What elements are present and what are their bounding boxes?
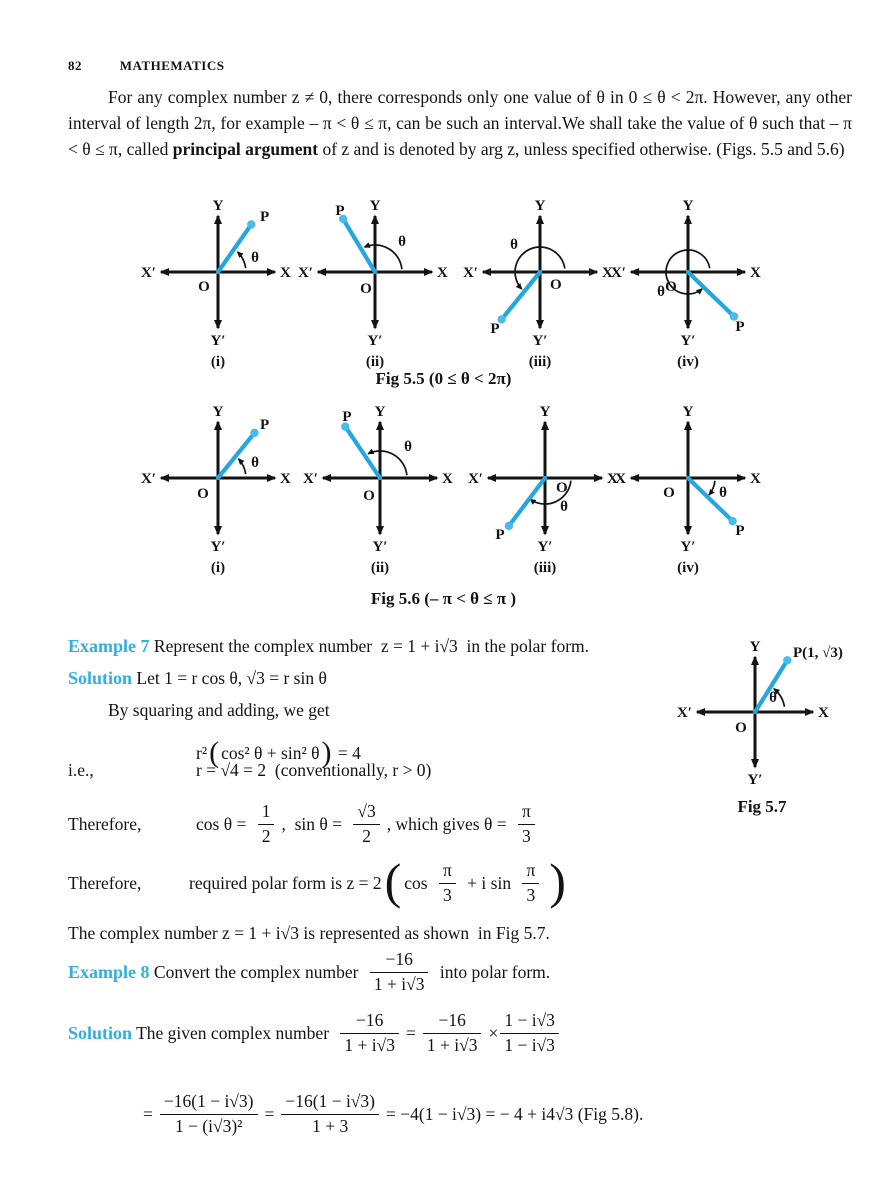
example7-label: Example 7 xyxy=(68,636,150,656)
theta-label: θ xyxy=(719,485,727,501)
theta-arc xyxy=(709,481,715,495)
frac-den: 1 + i√3 xyxy=(370,972,429,996)
origin-label: O xyxy=(360,281,372,297)
fig5-6-diagram-ii xyxy=(295,398,465,578)
equals-sign: = xyxy=(143,1103,153,1124)
point-p-label: P xyxy=(735,523,745,539)
theta-arc xyxy=(239,459,246,474)
subfigure-label: (ii) xyxy=(370,560,390,576)
equation-r-value-row xyxy=(68,760,431,781)
y-axis-label: Y xyxy=(682,198,694,214)
eq3-mid: , sin θ = xyxy=(281,813,347,834)
subfigure-label: (iv) xyxy=(677,354,699,370)
example8-label: Example 8 xyxy=(68,962,150,982)
theta-label: θ xyxy=(560,499,568,515)
close-paren: ) xyxy=(321,736,332,769)
x-neg-axis-label: X xyxy=(615,471,626,487)
origin-label: O xyxy=(197,486,209,502)
example7-closing-row xyxy=(68,923,550,944)
x-neg-axis-label: X′ xyxy=(676,705,692,721)
fraction-pi-3 xyxy=(522,860,539,907)
intro-paragraph xyxy=(68,84,852,162)
frac-den: 2 xyxy=(353,824,379,848)
x-axis-label: X xyxy=(602,265,613,281)
subfigure-label: (i) xyxy=(210,354,226,370)
example8-final-row xyxy=(143,1074,643,1154)
subfigure-label: (ii) xyxy=(365,354,385,370)
therefore1-label: Therefore, xyxy=(68,813,142,834)
cos-sin-row xyxy=(68,800,542,848)
fig5-6-caption-range: (– π < θ ≤ π ) xyxy=(424,589,517,608)
fig5-5-diagram-iv xyxy=(603,192,773,372)
fraction-d xyxy=(160,1091,258,1138)
x-axis-label: X xyxy=(280,265,291,281)
fraction-b xyxy=(423,1010,482,1057)
y-axis-label: Y xyxy=(212,198,224,214)
frac-num: −16(1 − i√3) xyxy=(163,1090,254,1111)
frac-num: −16(1 − i√3) xyxy=(285,1090,375,1111)
point-p-dot xyxy=(250,429,258,437)
fig5-7-caption-label: Fig 5.7 xyxy=(737,797,787,816)
eq3-post: , which gives θ = xyxy=(386,813,511,834)
theta-label: θ xyxy=(251,455,259,471)
x-axis-label: X xyxy=(607,471,618,487)
frac-den: 1 + i√3 xyxy=(423,1033,482,1057)
page-header xyxy=(68,58,224,74)
point-p-dot xyxy=(247,220,255,228)
fig5-6-caption xyxy=(0,589,887,609)
polar-pre: z = 2 xyxy=(346,872,382,893)
times-sign: × xyxy=(488,1022,499,1043)
origin-label: O xyxy=(735,720,747,736)
fig5-5-caption xyxy=(0,369,887,389)
fig5-5-caption-label: Fig 5.5 xyxy=(375,369,425,388)
fraction-root3-2 xyxy=(353,801,379,848)
closing-text: The complex number z = 1 + i√3 is represented as shown in Fig 5.7. xyxy=(68,923,550,943)
polar-cos: cos xyxy=(404,872,432,893)
x-axis-label: X xyxy=(750,265,761,281)
frac-num: 1 − i√3 xyxy=(504,1009,555,1030)
fraction-pi-3 xyxy=(439,860,456,907)
frac-den: 2 xyxy=(258,824,275,848)
frac-num: −16 xyxy=(385,949,413,970)
x-axis-label: X xyxy=(750,471,761,487)
frac-den: 1 − (i√3)² xyxy=(160,1114,258,1138)
origin-label: O xyxy=(663,485,675,501)
op-ray xyxy=(218,433,255,478)
fig5-6-caption-label: Fig 5.6 xyxy=(370,589,420,608)
y-neg-axis-label: Y′ xyxy=(210,333,226,349)
fig5-5-caption-range: (0 ≤ θ < 2π) xyxy=(428,369,512,388)
x-neg-axis-label: X′ xyxy=(462,265,478,281)
frac-den: 3 xyxy=(439,883,456,907)
example7-heading-row xyxy=(68,636,589,657)
frac-num: −16 xyxy=(438,1009,466,1030)
theta-arc xyxy=(238,252,246,268)
close-paren: ) xyxy=(549,852,566,909)
x-axis-label: X xyxy=(280,471,291,487)
frac-num: 1 xyxy=(261,800,271,821)
x-neg-axis-label: X′ xyxy=(297,265,313,281)
solution7-text: Let 1 = r cos θ, √3 = r sin θ xyxy=(132,668,327,688)
polar-mid: + i sin xyxy=(462,872,516,893)
frac-num: √3 xyxy=(357,800,376,821)
point-p-label: P xyxy=(490,321,500,337)
op-ray xyxy=(218,225,251,273)
x-neg-axis-label: X′ xyxy=(140,471,156,487)
y-neg-axis-label: Y′ xyxy=(680,333,696,349)
by-squaring-text: By squaring and adding, we get xyxy=(108,700,330,720)
solution8-pre: The given complex number xyxy=(132,1022,334,1043)
y-axis-label: Y xyxy=(682,404,694,420)
fig5-7-caption xyxy=(702,797,822,817)
y-neg-axis-label: Y′ xyxy=(210,539,226,555)
fig5-5-diagram-iii xyxy=(455,192,625,372)
eq1-post: = 4 xyxy=(333,742,361,763)
x-axis-label: X xyxy=(442,471,453,487)
y-neg-axis-label: Y′ xyxy=(747,772,763,788)
y-neg-axis-label: Y′ xyxy=(537,539,553,555)
point-p-label: P xyxy=(335,203,345,219)
point-p-label: P xyxy=(735,319,745,335)
example8-post: into polar form. xyxy=(435,962,551,982)
fig5-6-diagram-i xyxy=(133,398,303,578)
theta-label: θ xyxy=(251,250,259,266)
fraction-main xyxy=(370,949,429,996)
point-p-label: P xyxy=(495,527,505,543)
frac-num: π xyxy=(521,800,531,821)
origin-label: O xyxy=(550,277,562,293)
x-neg-axis-label: X′ xyxy=(610,265,626,281)
y-neg-axis-label: Y′ xyxy=(372,539,388,555)
frac-den: 3 xyxy=(522,883,539,907)
origin-label: O xyxy=(363,488,375,504)
fraction-pi-3 xyxy=(518,801,535,848)
fig-5-8-reference: (Fig 5.8). xyxy=(573,1103,644,1124)
open-paren: ( xyxy=(384,852,402,909)
fig5-5-diagram-i xyxy=(133,192,303,372)
theta-label: θ xyxy=(769,690,777,706)
y-axis-label: Y xyxy=(534,198,546,214)
example8-solution-row xyxy=(68,1004,566,1062)
point-p-label: P(1, √3) xyxy=(793,645,843,661)
example7-solution-row xyxy=(68,668,327,689)
subfigure-label: (iii) xyxy=(533,560,557,576)
fraction-e xyxy=(281,1091,379,1138)
frac-den: 1 + i√3 xyxy=(340,1033,399,1057)
y-axis-label: Y xyxy=(539,404,551,420)
eq3-pre: cos θ = xyxy=(196,813,251,834)
fig5-6-diagram-iv xyxy=(603,398,773,578)
op-ray xyxy=(345,427,380,478)
subfigure-label: (i) xyxy=(210,560,226,576)
equals-sign: = xyxy=(264,1103,275,1124)
example8-pre: Convert the complex number xyxy=(149,962,363,982)
point-p-dot xyxy=(505,522,513,530)
intro-text-1: For any complex number z ≠ 0, there corresponds only one value of θ in 0 ≤ θ < 2π. However, any other interval of length 2π, for example – π < θ ≤ π, can be such an interval.We shall take the value of θ such that – π < θ ≤ π, called xyxy=(68,87,852,159)
y-neg-axis-label: Y′ xyxy=(680,539,696,555)
x-axis-label: X xyxy=(437,265,448,281)
subfigure-label: (iv) xyxy=(677,560,699,576)
point-p-label: P xyxy=(260,417,270,433)
origin-label: O xyxy=(665,279,677,295)
y-neg-axis-label: Y′ xyxy=(367,333,383,349)
x-neg-axis-label: X′ xyxy=(302,471,318,487)
frac-num: π xyxy=(442,859,452,880)
theta-label: θ xyxy=(404,439,412,455)
point-p-label: P xyxy=(342,409,352,425)
example7-text: Represent the complex number z = 1 + i√3 in the polar form. xyxy=(149,636,590,656)
fraction-c xyxy=(500,1010,559,1057)
equals-sign: = xyxy=(406,1022,416,1043)
polar-label: required polar form is xyxy=(189,872,347,893)
fraction-one-half xyxy=(258,801,275,848)
eq1-inner: cos² θ + sin² θ xyxy=(221,742,320,763)
therefore2-label: Therefore, xyxy=(68,872,142,893)
theta-label: θ xyxy=(398,234,406,250)
fraction-a xyxy=(340,1010,399,1057)
by-squaring-line xyxy=(108,700,330,721)
ie-label: i.e., xyxy=(68,760,94,780)
op-ray xyxy=(688,272,734,317)
y-axis-label: Y xyxy=(369,198,381,214)
polar-form-row xyxy=(68,852,569,910)
example8-heading-row xyxy=(68,945,550,1000)
x-neg-axis-label: X′ xyxy=(140,265,156,281)
y-neg-axis-label: Y′ xyxy=(532,333,548,349)
y-axis-label: Y xyxy=(212,404,224,420)
solution7-label: Solution xyxy=(68,668,133,688)
y-axis-label: Y xyxy=(749,639,761,655)
fig5-7-diagram xyxy=(665,630,880,800)
subfigure-label: (iii) xyxy=(528,354,552,370)
point-p-label: P xyxy=(260,209,270,225)
fig5-5-diagram-ii xyxy=(290,192,460,372)
page-number: 82 xyxy=(68,58,82,73)
theta-label: θ xyxy=(510,237,518,253)
op-ray xyxy=(502,272,540,319)
x-neg-axis-label: X′ xyxy=(467,471,483,487)
frac-den: 3 xyxy=(518,824,535,848)
op-ray xyxy=(509,478,545,526)
y-axis-label: Y xyxy=(374,404,386,420)
intro-text-bold: principal argument xyxy=(172,139,319,159)
origin-label: O xyxy=(556,480,568,496)
solution8-label: Solution xyxy=(68,1022,133,1043)
intro-text-2: of z and is denoted by arg z, unless specified otherwise. (Figs. 5.5 and 5.6) xyxy=(318,139,845,159)
frac-num: −16 xyxy=(356,1009,384,1030)
running-head: MATHEMATICS xyxy=(119,58,225,73)
open-paren: ( xyxy=(209,736,220,769)
frac-num: π xyxy=(526,859,536,880)
eq2-text: r = √4 = 2 (conventionally, r > 0) xyxy=(196,760,432,780)
frac-den: 1 − i√3 xyxy=(500,1033,559,1057)
point-p-dot xyxy=(783,656,791,664)
frac-den: 1 + 3 xyxy=(281,1114,379,1138)
x-axis-label: X xyxy=(818,705,829,721)
final-tail: = −4(1 − i√3) = − 4 + i4√3 xyxy=(386,1103,574,1124)
origin-label: O xyxy=(198,279,210,295)
eq1-pre: r² xyxy=(196,742,208,763)
theta-label: θ xyxy=(657,284,665,300)
